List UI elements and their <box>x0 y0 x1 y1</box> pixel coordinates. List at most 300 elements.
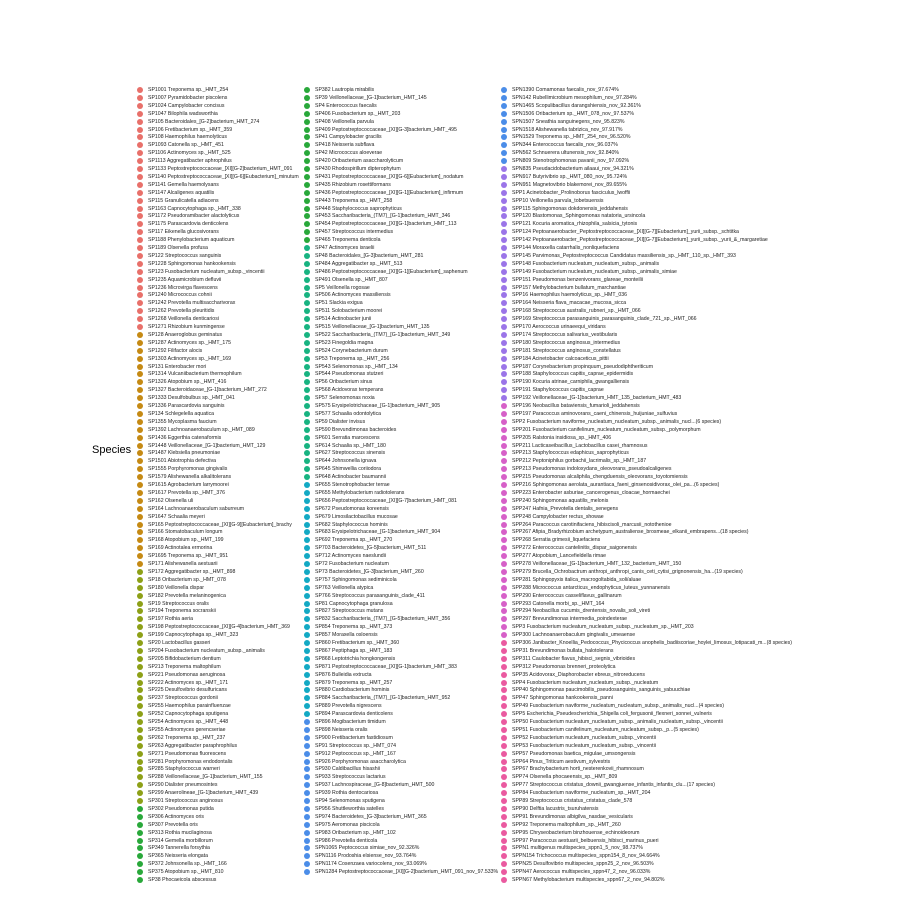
legend-label: SPP77 Streptococcus cristatus_downii_gwangjuense_infantis_infantis_clu...(17 species) <box>512 782 716 789</box>
legend-swatch <box>501 237 507 243</box>
legend-swatch <box>501 838 507 844</box>
legend-swatch <box>137 569 143 575</box>
legend-label: SPPN25 Desulfovibrio multispecies_sppn25_2_nov_96.503% <box>512 861 654 868</box>
legend-swatch <box>501 687 507 693</box>
legend-label: SP879 Treponema sp._HMT_257 <box>315 679 393 686</box>
legend-swatch <box>304 656 310 662</box>
legend-swatch <box>137 719 143 725</box>
legend-label: SP884 Saccharibacteria_(TM7)_[G-1]bacterium_HMT_952 <box>315 695 451 702</box>
legend-swatch <box>304 845 310 851</box>
legend-swatch <box>137 672 143 678</box>
legend-label: SPPN154 Trichococcus multispecies_sppn154_8_nov_94.664% <box>512 853 660 860</box>
legend-label: SPN951 Magnetovibrio blakemorei_nov_89.655% <box>512 181 627 188</box>
legend-label: SP1141 Gemella haemolysans <box>148 181 219 188</box>
legend-label: SP486 Peptostreptococcaceae_[XI][G-1][Eubacterium]_saphenum <box>315 268 468 275</box>
legend-swatch <box>501 624 507 630</box>
legend-label: SP448 Staphylococcus saprophyticus <box>315 205 402 212</box>
legend-label: SP1436 Eggerthia catenaformis <box>148 434 222 441</box>
legend-swatch <box>137 150 143 156</box>
legend-swatch <box>501 387 507 393</box>
legend-label: SP1287 Actinomyces sp._HMT_175 <box>148 339 232 346</box>
legend-label: SP1093 Catonella sp._HMT_451 <box>148 142 224 149</box>
legend-swatch <box>501 751 507 757</box>
legend-swatch <box>501 537 507 543</box>
legend-label: SP577 Schaalia odontolytica <box>315 410 382 417</box>
legend-label: SP435 Rhizobium rosettiformans <box>315 181 391 188</box>
legend-swatch <box>137 751 143 757</box>
legend-label: SP1336 Parascardovia sanguinis <box>148 403 225 409</box>
legend-swatch <box>501 213 507 219</box>
legend-label: SP1235 Aquamicrobium defluvii <box>148 276 222 283</box>
legend-label: SP1262 Prevotella pleuritidis <box>148 308 215 315</box>
legend-label: SPP184 Acinetobacter calcoaceticus_pittii <box>512 355 609 362</box>
legend-swatch <box>501 206 507 212</box>
legend-swatch <box>137 830 143 836</box>
legend-swatch <box>501 577 507 583</box>
legend-swatch <box>304 411 310 417</box>
legend-label: SP263 Aggregatibacter paraphrophilus <box>148 742 238 749</box>
legend-swatch <box>137 577 143 583</box>
legend-label: SPP40 Sphingomonas paucimobilis_pseudosanguinis_sanguinis_yabuuchiae <box>512 687 691 694</box>
legend-swatch <box>304 364 310 370</box>
legend-label: SP1001 Treponema sp._HMT_254 <box>148 87 229 93</box>
legend-label: SPP196 Neobacillus bataviensis_fumarioli_jeddahensis <box>512 403 640 409</box>
legend-label: SP365 Neisseria elongata <box>148 853 208 860</box>
legend-swatch <box>304 87 310 93</box>
legend-swatch <box>137 371 143 377</box>
legend-label: SPP197 Paracoccus aminovorans_caeni_chinensis_huijuniae_sulfuvius <box>512 410 678 417</box>
legend-label: SP271 Pseudomonas fluorescens <box>148 750 227 757</box>
legend-label: SP281 Porphyromonas endodontalis <box>148 758 233 765</box>
legend-label: SPP188 Staphylococcus capitis_caprae_epidermidis <box>512 371 634 378</box>
legend-swatch <box>304 182 310 188</box>
legend-swatch <box>304 577 310 583</box>
legend-label: SP590 Brevundimonas bacteroides <box>315 426 397 433</box>
legend-label: SPP264 Paracoccus carotinifaciens_hibiscisoli_marcusii_notothenioe <box>512 521 672 528</box>
legend-label: SPP145 Parvimonas_Peptostreptococcus Candidatus massiliensis_sp._HMT_110_sp._HMT_393 <box>512 252 736 259</box>
legend-swatch <box>501 356 507 362</box>
legend-label: SP299 Anaerolineae_[G-1]bacterium_HMT_439 <box>148 790 259 797</box>
legend-label: SP307 Prevotella oris <box>148 821 198 828</box>
legend-label: SPP148 Fusobacterium nucleatum_nucleatum_subsp._animalis <box>512 260 660 267</box>
legend-label: SPP190 Kocuria atrinae_carniphila_gwangalliensis <box>512 379 630 386</box>
legend-swatch <box>501 269 507 275</box>
legend-label: SP491 Olsenella sp._HMT_807 <box>315 276 388 283</box>
legend-swatch <box>304 245 310 251</box>
legend-swatch <box>304 672 310 678</box>
legend-label: SPP213 Staphylococcus edaphicus_saprophyticus <box>512 450 629 457</box>
legend-label: SP1501 Abiotrophia defectiva <box>148 458 217 465</box>
legend-swatch <box>501 127 507 133</box>
legend-swatch <box>137 324 143 330</box>
legend-swatch <box>304 150 310 156</box>
legend-label: SPN835 Pseudacidobacterium ailaaui_nov_94.321% <box>512 166 634 172</box>
legend-label: SP889 Prevotella nigrescens <box>315 703 382 710</box>
legend-swatch <box>501 229 507 235</box>
legend-swatch <box>501 450 507 456</box>
legend-label: SP165 Peptostreptococcaceae_[XI][G-9][Eubacterium]_brachy <box>148 521 292 528</box>
legend-label: SP1240 Micrococcus cohnii <box>148 292 212 299</box>
legend-swatch <box>304 134 310 140</box>
legend-swatch <box>304 514 310 520</box>
legend-swatch <box>137 727 143 733</box>
legend-label: SP1047 Bilophila wadsworthia <box>148 110 218 117</box>
legend-swatch <box>501 277 507 283</box>
legend-swatch <box>304 727 310 733</box>
legend-label: SP290 Dialister pneumosintes <box>148 782 218 789</box>
legend-label: SP1314 Vulcaniibacterium thermophilum <box>148 371 242 378</box>
legend-label: SPP297 Brevundimonas intermedia_poindexterae <box>512 616 628 623</box>
legend-swatch <box>137 300 143 306</box>
legend-label: SP255 Actinomyces gerencseriae <box>148 726 226 733</box>
legend-label: SP896 Mogibacterium timidum <box>315 719 386 725</box>
legend-label: SP306 Actinomyces oris <box>148 813 204 820</box>
legend-label: SP672 Pseudomonas koreensis <box>315 505 389 512</box>
legend-swatch <box>304 782 310 788</box>
legend-label: SPP180 Streptococcus anginosus_intermedius <box>512 339 621 346</box>
legend-swatch <box>304 395 310 401</box>
legend-swatch <box>501 656 507 662</box>
legend-label: SP956 Shuttleworthia satelles <box>315 805 384 812</box>
legend-label: SP679 Limosilactobacillus mucosae <box>315 513 398 520</box>
legend-label: SP766 Streptococcus parasanguinis_clade_411 <box>315 592 426 599</box>
legend-label: SP222 Actinomyces sp._HMT_171 <box>148 679 229 686</box>
legend-label: SPP248 Campylobacter rectus_showae <box>512 513 604 520</box>
legend-swatch <box>501 664 507 670</box>
legend-swatch <box>501 545 507 551</box>
legend-swatch <box>304 261 310 267</box>
legend-swatch <box>304 174 310 180</box>
legend-swatch <box>304 300 310 306</box>
legend-swatch <box>501 616 507 622</box>
legend-label: SPP50 Fusobacterium nucleatum_nucleatum_subsp._animalis_nucleatum_subsp._vincentii <box>512 719 723 725</box>
legend-label: SP1392 Lachnoanaerobaculum sp._HMT_089 <box>148 426 255 433</box>
legend-label: SP1007 Pyramidobacter piscolens <box>148 94 228 101</box>
legend-swatch <box>501 782 507 788</box>
legend-swatch <box>304 340 310 346</box>
legend-swatch <box>501 221 507 227</box>
legend-swatch <box>137 474 143 480</box>
legend-swatch <box>304 680 310 686</box>
legend-swatch <box>304 774 310 780</box>
legend-swatch <box>501 719 507 725</box>
legend-label: SPN1174 Cosenzaea variocolens_nov_93.069% <box>315 861 427 868</box>
legend-swatch <box>137 608 143 614</box>
legend-swatch <box>501 150 507 156</box>
legend-swatch <box>304 490 310 496</box>
legend-label: SP983 Oribacterium sp._HMT_102 <box>315 829 396 836</box>
legend-swatch <box>304 324 310 330</box>
legend-label: SP39 Veillonellaceae_[G-1]bacterium_HMT_145 <box>315 94 427 101</box>
legend-label: SP205 Bifidobacterium dentium <box>148 655 221 662</box>
legend-label: SP868 Leptotrichia hongkongensis <box>315 655 396 662</box>
legend-label: SPP215 Pseudomonas alcaliphila_chengduensis_oleovorans_toyotomiensis <box>512 474 688 481</box>
legend-label: SP372 Johnsonella sp._HMT_166 <box>148 861 227 868</box>
legend-swatch <box>304 348 310 354</box>
legend-swatch <box>137 869 143 875</box>
legend-label: SPP164 Neisseria flava_macacae_mucosa_sicca <box>512 300 627 307</box>
legend-swatch <box>501 261 507 267</box>
legend-swatch <box>304 498 310 504</box>
legend-swatch <box>501 845 507 851</box>
legend-label: SP524 Corynebacterium durum <box>315 347 388 354</box>
legend-swatch <box>501 814 507 820</box>
legend-swatch <box>137 174 143 180</box>
legend-swatch <box>304 379 310 385</box>
legend-swatch <box>304 585 310 591</box>
legend-label: SPN1506 Oribacterium sp._HMT_078_nov_97.537% <box>512 110 634 117</box>
legend-swatch <box>137 261 143 267</box>
legend-swatch <box>304 601 310 607</box>
legend-label: SPP95 Chryseobacterium binzhouense_echinoideorum <box>512 829 640 836</box>
legend-swatch <box>137 703 143 709</box>
legend-swatch <box>137 553 143 559</box>
legend-label: SPP52 Fusobacterium nucleatum_nucleatum_subsp._vincentii <box>512 734 656 741</box>
legend-swatch <box>304 198 310 204</box>
legend-swatch <box>501 182 507 188</box>
legend-swatch <box>304 253 310 259</box>
legend-swatch <box>304 751 310 757</box>
legend-swatch <box>304 616 310 622</box>
legend-label: SPP144 Moraxella catarrhalis_nonliquefaciens <box>512 245 620 251</box>
legend-label: SP1448 Veillonellaceae_[G-1]bacterium_HMT_129 <box>148 442 266 449</box>
legend-swatch <box>304 466 310 472</box>
legend-swatch <box>137 285 143 291</box>
legend-label: SP1175 Parascardovia denticolens <box>148 221 229 228</box>
legend-swatch <box>304 371 310 377</box>
legend-label: SPN1529 Treponema sp._HMT_254_nov_96.520% <box>512 134 631 141</box>
legend-swatch <box>304 158 310 164</box>
legend-label: SP57 Selenomonas noxia <box>315 395 375 402</box>
legend-swatch <box>137 838 143 844</box>
legend-label: SP1271 Rhizobium kunmingense <box>148 324 225 330</box>
legend-swatch <box>501 443 507 449</box>
legend-label: SP614 Schaalia sp._HMT_180 <box>315 442 386 449</box>
legend-swatch <box>137 387 143 393</box>
legend-label: SPN809 Stenotrophomonas pavanii_nov_97.092% <box>512 158 630 165</box>
legend-swatch <box>137 774 143 780</box>
legend-swatch <box>501 245 507 251</box>
legend-swatch <box>501 806 507 812</box>
legend-swatch <box>501 506 507 512</box>
legend-swatch <box>137 853 143 859</box>
legend-swatch <box>501 514 507 520</box>
legend-label: SP182 Prevotella melaninogenica <box>148 592 226 599</box>
legend-label: SP262 Treponema sp._HMT_237 <box>148 734 226 741</box>
legend-swatch <box>137 206 143 212</box>
legend-label: SP898 Neisseria oralis <box>315 726 368 733</box>
legend-label: SP436 Peptostreptococcaceae_[XI][G-1][Eubacterium]_infirmum <box>315 189 464 196</box>
legend-swatch <box>137 395 143 401</box>
legend-swatch <box>137 490 143 496</box>
legend-swatch <box>304 537 310 543</box>
legend-swatch <box>137 435 143 441</box>
legend-label: SP255 Haemophilus parainfluenzae <box>148 703 231 710</box>
legend-swatch <box>137 229 143 235</box>
legend-label: SP221 Pseudomonas aeruginosa <box>148 671 226 678</box>
legend-swatch <box>137 87 143 93</box>
legend-label: SPP151 Pseudomonas benzenivorans_glareae_monteilii <box>512 276 643 283</box>
legend-label: SPP168 Streptococcus australis_rubneri_sp._HMT_066 <box>512 308 641 315</box>
legend-swatch <box>501 774 507 780</box>
legend-swatch <box>501 364 507 370</box>
legend-swatch <box>137 379 143 385</box>
legend-swatch <box>137 514 143 520</box>
legend-label: SP656 Peptostreptococcaceae_[XI][G-7]bacterium_HMT_081 <box>315 497 457 504</box>
legend-label: SPP142 Peptoanaerobacter_Peptostreptococcaceae_[XI][G-7][Eubacterium]_yurii_subsp._yurii_&_margaretiae <box>512 237 768 244</box>
legend-swatch <box>137 561 143 567</box>
legend-swatch <box>304 861 310 867</box>
legend-swatch <box>501 285 507 291</box>
legend-label: SPP311 Caulobacter flavus_hibisci_segnis_vibrioides <box>512 655 636 662</box>
legend-swatch <box>137 245 143 251</box>
legend-label: SPP120 Blastomonas_Sphingomonas natatoria_ursincola <box>512 213 646 220</box>
legend-swatch <box>304 640 310 646</box>
legend-label: SP42 Micrococcus aloeverae <box>315 150 383 157</box>
legend-swatch <box>501 553 507 559</box>
legend-label: SP975 Aeromonas piscicola <box>315 821 380 828</box>
legend-label: SPP149 Fusobacterium nucleatum_nucleatum_subsp._animalis_simiae <box>512 268 677 275</box>
legend-label: SP285 Staphylococcus warneri <box>148 766 220 773</box>
legend-label: SP544 Pseudomonas stutzeri <box>315 371 384 378</box>
legend-swatch <box>304 316 310 322</box>
legend-swatch <box>304 419 310 425</box>
legend-swatch <box>304 735 310 741</box>
legend-swatch <box>137 340 143 346</box>
legend-swatch <box>137 419 143 425</box>
legend-swatch <box>501 632 507 638</box>
legend-label: SP930 Caldibacillus hisashii <box>315 766 380 773</box>
legend-swatch <box>304 119 310 125</box>
legend-label: SPP53 Fusobacterium nucleatum_nucleatum_subsp._vincentii <box>512 742 656 749</box>
legend-label: SPN142 Rubellimicrobium mesophilum_nov_97.284% <box>512 94 637 101</box>
legend-label: SP56 Oribacterium sinus <box>315 379 373 386</box>
legend-label: SPP268 Serratia grimesii_liquefaciens <box>512 537 601 544</box>
legend-label: SP1647 Schaalia meyeri <box>148 513 205 520</box>
legend-swatch <box>137 822 143 828</box>
legend-swatch <box>137 111 143 117</box>
legend-label: SP180 Veillonella dispar <box>148 584 204 591</box>
legend-swatch <box>304 814 310 820</box>
legend-swatch <box>137 403 143 409</box>
legend-label: SP1695 Treponema sp._HMT_951 <box>148 553 229 560</box>
legend-swatch <box>501 332 507 338</box>
legend-label: SPP57 Pseudomonas baetica_migulae_umsongensis <box>512 750 636 757</box>
legend-label: SP73 Bacteroidetes_[G-3]bacterium_HMT_260 <box>315 568 424 575</box>
legend-swatch <box>137 253 143 259</box>
legend-label: SP867 Peptiphaga sp._HMT_183 <box>315 647 393 654</box>
legend-label: SP115 Granulicatella adiacens <box>148 197 219 204</box>
legend-swatch <box>304 127 310 133</box>
legend-swatch <box>137 427 143 433</box>
legend-label: SPP201 Fusobacterium canifelinum_nucleatum_nucleatum_subsp._polymorphum <box>512 426 701 433</box>
legend-label: SP213 Treponema maltophilum <box>148 663 221 670</box>
legend-swatch <box>304 221 310 227</box>
legend-label: SP122 Streptococcus sanguinis <box>148 252 222 259</box>
legend-swatch <box>304 798 310 804</box>
legend-label: SP926 Porphyromonas asaccharolytica <box>315 758 406 765</box>
legend-swatch <box>501 877 507 883</box>
legend-label: SP1106 Actinomyces sp._HMT_525 <box>148 150 231 157</box>
legend-label: SP506 Actinomyces massiliensis <box>315 292 391 299</box>
legend-swatch <box>501 735 507 741</box>
legend-swatch <box>501 672 507 678</box>
legend-label: SPP2 Fusobacterium naviforme_nucleatum_nucleatum_subsp._animalis_nucl...(6 species) <box>512 418 722 425</box>
legend-swatch <box>501 522 507 528</box>
legend-label: SPP91 Brevundimonas albigilva_nasdae_vesicularis <box>512 813 633 820</box>
legend-label: SPN1518 Alishewanella tabrizica_nov_97.917% <box>512 126 623 133</box>
legend-label: SP430 Rhodospirillum dipterophytum <box>315 166 401 172</box>
legend-label: SP712 Actinomyces naeslundii <box>315 553 386 560</box>
legend-swatch <box>137 166 143 172</box>
legend-label: SP1113 Aggregatibacter aphrophilus <box>148 158 232 165</box>
legend-swatch <box>137 711 143 717</box>
legend-swatch <box>137 316 143 322</box>
legend-swatch <box>501 316 507 322</box>
legend-label: SP252 Capnocytophaga sputigena <box>148 711 229 718</box>
legend-label: SPP10 Veillonella parvula_tobetsuensis <box>512 197 604 204</box>
legend-swatch <box>501 561 507 567</box>
legend-label: SPP5 Escherichia_Pseudescherichia_Shigella coli_fergusonii_flexneri_sonnei_vulneris <box>512 711 712 718</box>
legend-swatch <box>137 292 143 298</box>
legend-swatch <box>501 435 507 441</box>
legend-label: SP1355 Mycoplasma faucium <box>148 418 217 425</box>
legend-label: SPP278 Veillonellaceae_[G-1]bacterium_HMT_132_bacterium_HMT_150 <box>512 561 682 567</box>
legend-label: SPN1116 Prodoshia elsiense_nov_93.764% <box>315 853 417 860</box>
legend-label: SP454 Peptostreptococcaceae_[XI][G-1]bacterium_HMT_113 <box>315 221 457 228</box>
legend-label: SP301 Streptococcus anginosus <box>148 798 223 804</box>
legend-swatch <box>501 869 507 875</box>
legend-swatch <box>137 127 143 133</box>
legend-label: SPP4 Fusobacterium nucleatum_nucleatum_subsp._nucleatum <box>512 679 659 686</box>
legend-label: SP1172 Pseudoramibacter alactolyticus <box>148 213 240 220</box>
legend-label: SP827 Streptococcus mutans <box>315 608 384 615</box>
legend-label: SPP212 Peptoniphilus gorbachii_lacrimalis_sp._HMT_187 <box>512 458 647 465</box>
legend-swatch <box>501 482 507 488</box>
legend-swatch <box>501 308 507 314</box>
legend-swatch <box>501 371 507 377</box>
legend-label: SP225 Desulfovibrio desulfuricans <box>148 687 228 694</box>
legend-label: SPP89 Streptococcus cristatus_cristatus_clade_578 <box>512 798 633 804</box>
legend-swatch <box>137 695 143 701</box>
legend-label: SPP187 Corynebacterium propinquum_pseudodiphtheriticum <box>512 363 654 370</box>
legend-swatch <box>304 569 310 575</box>
legend-swatch <box>304 95 310 101</box>
legend-label: SP933 Streptococcus lactarius <box>315 774 386 781</box>
legend-label: SP197 Rothia aeria <box>148 616 193 623</box>
legend-swatch <box>137 616 143 622</box>
legend-swatch <box>501 403 507 409</box>
legend-label: SP1487 Klebsiella pneumoniae <box>148 450 221 457</box>
legend-label: SPP121 Kocuria aromatica_rhizophila_salsicia_tytonis <box>512 221 638 228</box>
legend-swatch <box>304 111 310 117</box>
legend-swatch <box>304 522 310 528</box>
legend-swatch <box>304 593 310 599</box>
legend-swatch <box>304 545 310 551</box>
legend-swatch <box>304 632 310 638</box>
legend-swatch <box>304 529 310 535</box>
legend-label: SPP290 Enterococcus casseliflavus_gallinarum <box>512 592 622 599</box>
legend-label: SPPN67 Methylobacterium multispecies_sppn67_2_nov_94.802% <box>512 877 665 883</box>
legend-swatch <box>501 395 507 401</box>
legend-label: SP1024 Campylobacter concisus <box>148 102 225 109</box>
legend-swatch <box>137 119 143 125</box>
legend-label: SPP293 Catonella morbi_sp._HMT_164 <box>512 600 605 607</box>
legend-label: SP648 Actinobacter baumannii <box>315 474 386 481</box>
legend-label: SPP90 Delftia lacustris_tsuruhatensis <box>512 805 599 812</box>
legend-label: SP382 Lautropia mirabilis <box>315 87 375 93</box>
legend-label: SP453 Saccharibacteria_(TM7)_[G-1]bacterium_HMT_346 <box>315 213 451 220</box>
